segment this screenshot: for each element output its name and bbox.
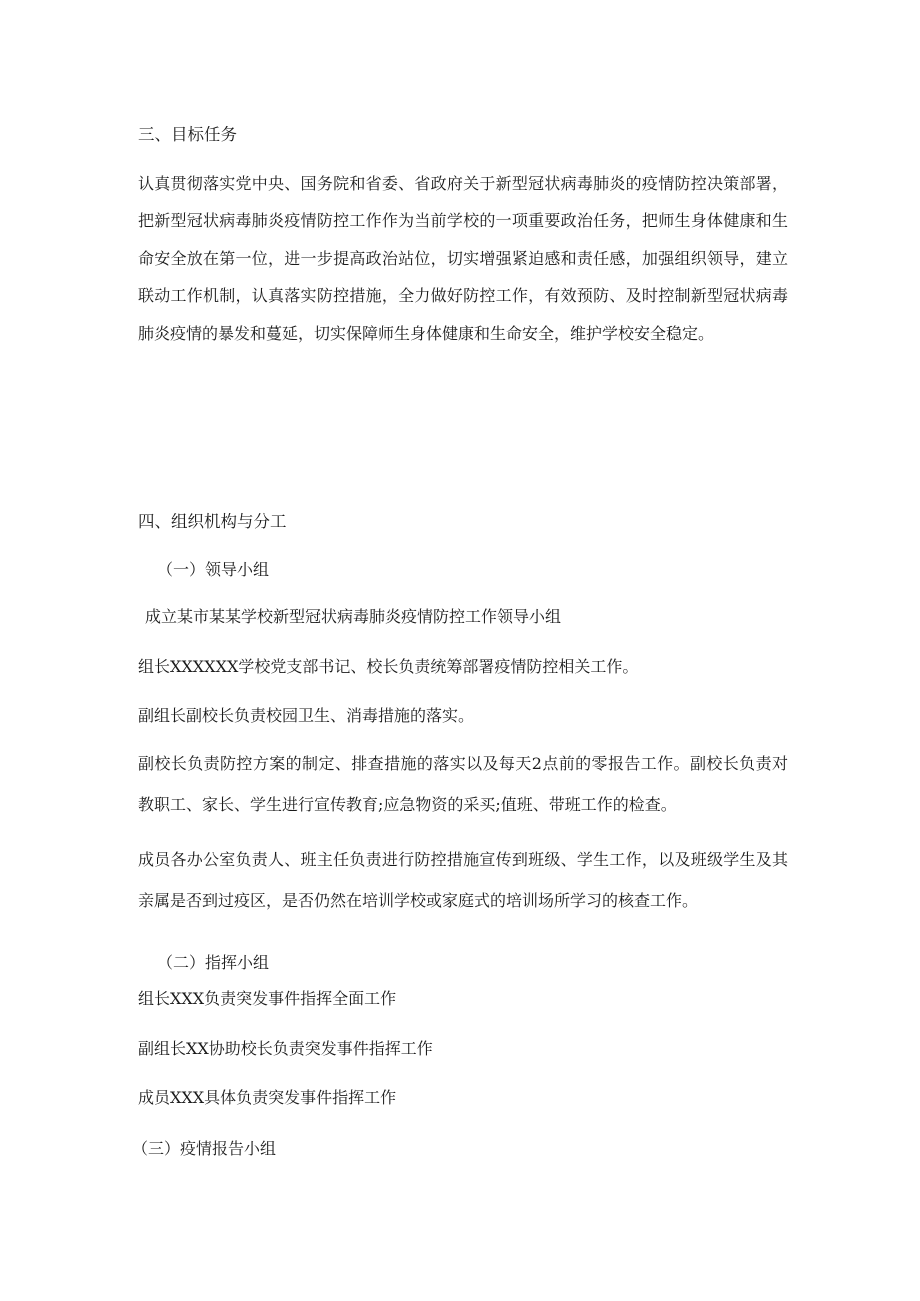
- section-4-heading: 四、组织机构与分工: [138, 512, 287, 531]
- group-1-title: （一）领导小组: [157, 560, 270, 579]
- group-3-title: （三）疫情报告小组: [132, 1139, 277, 1158]
- section-3-paragraph: 认真贯彻落实党中央、国务院和省委、省政府关于新型冠状病毒肺炎的疫情防控决策部署，把新型冠状病毒肺炎疫情防控工作作为当前学校的一项重要政治任务，把师生身体健康和生命安全放在第一位，进一步提高政治站位，切实增强紧迫感和责任感，加强组织领导，建立联动工作机制，认真落实防控措施，全力做好防控工作，有效预防、及时控制新型冠状病毒肺炎疫情的暴发和蔓延，切实保障师生身体健康和生命安全，维护学校安全稳定。: [138, 174, 788, 343]
- group-1-intro: 成立某市某某学校新型冠状病毒肺炎疫情防控工作领导小组: [145, 607, 562, 626]
- group-1-vice-principal: 副校长负责防控方案的制定、排查措施的落实以及每天2点前的零报告工作。副校长负责对教职工、家长、学生进行宣传教育;应急物资的采买;值班、带班工作的检查。: [138, 754, 788, 814]
- group-2-title: （二）指挥小组: [157, 953, 270, 972]
- group-2-members: 成员XXX具体负责突发事件指挥工作: [138, 1088, 397, 1107]
- section-3-heading: 三、目标任务: [138, 125, 237, 144]
- group-2-leader: 组长XXX负责突发事件指挥全面工作: [138, 989, 397, 1008]
- group-1-leader: 组长XXXXXX学校党支部书记、校长负责统筹部署疫情防控相关工作。: [138, 657, 639, 676]
- group-1-members: 成员各办公室负责人、班主任负责进行防控措施宣传到班级、学生工作，以及班级学生及其亲属是否到过疫区，是否仍然在培训学校或家庭式的培训场所学习的核查工作。: [138, 850, 788, 910]
- group-2-deputy: 副组长XX协助校长负责突发事件指挥工作: [138, 1039, 433, 1058]
- group-1-deputy: 副组长副校长负责校园卫生、消毒措施的落实。: [138, 706, 475, 725]
